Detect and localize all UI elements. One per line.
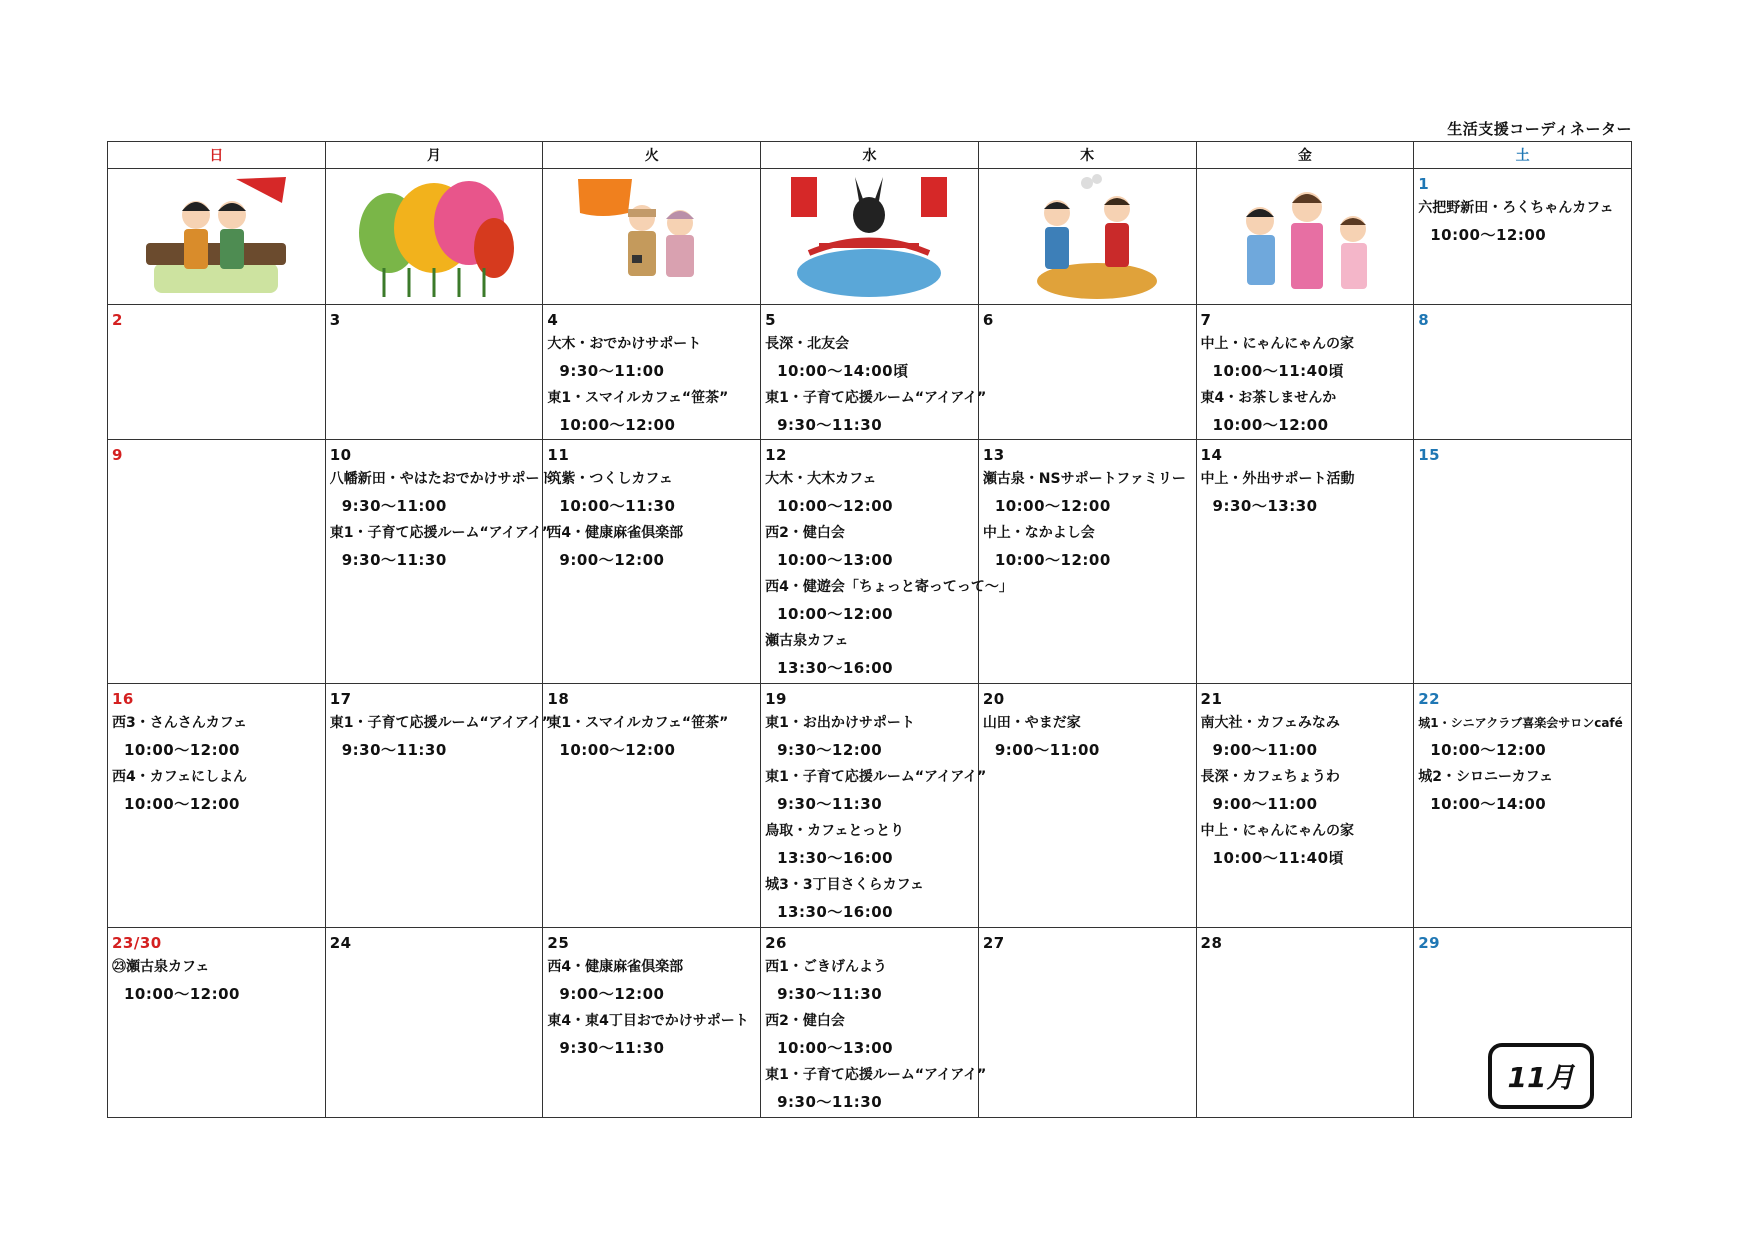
event-time: 9:30〜11:30 [777, 1093, 883, 1111]
day-number: 12 [765, 446, 787, 464]
day-number: 13 [982, 446, 1005, 464]
event-name: 西2・健白会 [765, 1013, 845, 1029]
event-item [1197, 710, 1414, 764]
event-item [761, 574, 1013, 628]
event-time: 9:00〜12:00 [559, 985, 665, 1003]
day-number: 23/30 [112, 934, 162, 952]
event-time: 10:00〜11:40頃 [1212, 362, 1345, 380]
event-item [979, 710, 1196, 764]
weekday-header-row [108, 142, 1632, 169]
event-name: 中上・にゃんにゃんの家 [1200, 823, 1354, 839]
event-time: 10:00〜12:00 [777, 497, 894, 515]
event-item [326, 466, 554, 520]
day-cell [761, 305, 987, 440]
day-number: 9 [112, 446, 123, 464]
day-cell [1196, 440, 1414, 684]
event-item [761, 954, 978, 1008]
day-cell [978, 305, 1196, 440]
event-name: 大木・大木カフェ [765, 471, 877, 487]
event-name: ㉓瀬古泉カフェ [112, 959, 210, 975]
day-cell [325, 928, 543, 1118]
event-name: 東4・東4丁目おでかけサポート [547, 1013, 749, 1029]
event-time: 10:00〜11:30 [559, 497, 676, 515]
week-row [108, 305, 1632, 440]
day-number: 27 [982, 934, 1005, 952]
event-name: 西4・健康麻雀倶楽部 [547, 525, 684, 541]
event-name: 中上・外出サポート活動 [1200, 471, 1355, 487]
event-name: 東1・子育て応援ルーム“アイアイ” [765, 1067, 987, 1083]
event-item [761, 628, 978, 682]
event-time: 9:30〜11:30 [777, 985, 883, 1003]
day-number: 2 [112, 311, 123, 329]
day-cell [325, 440, 554, 684]
shichigosan-family-icon [1197, 169, 1414, 304]
event-name: 筑紫・つくしカフェ [547, 471, 673, 487]
event-name: 中上・にゃんにゃんの家 [1200, 336, 1354, 352]
day-number: 6 [982, 311, 994, 329]
day-number: 10 [329, 446, 352, 464]
week-row [108, 928, 1632, 1118]
event-name: 西1・ごきげんよう [765, 959, 887, 975]
event-name: 瀬古泉・NSサポートファミリー [982, 471, 1186, 487]
day-number: 29 [1418, 934, 1441, 952]
event-name: 長深・北友会 [765, 336, 850, 352]
day-cell [1414, 169, 1632, 305]
day-number: 15 [1418, 446, 1441, 464]
event-name: 東1・スマイルカフェ“笹茶” [547, 715, 729, 731]
event-name: 西4・カフェにしよん [112, 769, 248, 785]
day-cell [543, 684, 761, 928]
event-time: 9:30〜11:30 [777, 795, 883, 813]
event-time: 9:30〜12:00 [777, 741, 883, 759]
event-time: 10:00〜12:00 [124, 741, 240, 759]
day-cell [325, 684, 551, 928]
week-row [108, 169, 1632, 305]
day-number: 5 [765, 311, 777, 329]
event-time: 9:00〜12:00 [559, 551, 665, 569]
day-number: 11 [547, 446, 570, 464]
event-item [108, 954, 325, 1008]
event-name: 城3・3丁目さくらカフェ [765, 877, 924, 893]
event-time: 10:00〜12:00 [777, 605, 894, 623]
week-row [108, 440, 1632, 684]
day-cell [1196, 684, 1414, 928]
event-item [543, 385, 760, 439]
weekday-mon: 月 [325, 142, 543, 169]
day-number: 18 [547, 690, 570, 708]
event-name: 中上・なかよし会 [982, 525, 1095, 541]
event-time: 10:00〜13:00 [777, 551, 894, 569]
event-time: 13:30〜16:00 [777, 903, 894, 921]
event-name: 瀬古泉カフェ [765, 633, 849, 649]
event-item [761, 818, 978, 872]
event-time: 13:30〜16:00 [777, 659, 894, 677]
event-time: 10:00〜13:00 [777, 1039, 894, 1057]
day-cell [1196, 169, 1414, 305]
day-number: 7 [1200, 311, 1212, 329]
fallen-leaves-bonfire-icon [979, 169, 1196, 304]
event-item [761, 1062, 987, 1116]
event-time: 10:00〜12:00 [994, 497, 1111, 515]
event-name: 東1・子育て応援ルーム“アイアイ” [329, 525, 551, 541]
day-number: 17 [329, 690, 352, 708]
day-cell [543, 440, 761, 684]
day-cell [761, 440, 1013, 684]
autumn-foliage-trees-icon [326, 169, 543, 304]
event-name: 六把野新田・ろくちゃんカフェ [1418, 200, 1614, 216]
event-item [1197, 331, 1414, 385]
event-time: 9:30〜11:30 [341, 741, 447, 759]
event-time: 10:00〜14:00頃 [777, 362, 909, 380]
event-time: 9:30〜13:30 [1212, 497, 1318, 515]
event-time: 9:30〜11:30 [559, 1039, 665, 1057]
day-number: 20 [982, 690, 1005, 708]
day-cell [978, 169, 1196, 305]
day-cell [1414, 440, 1632, 684]
day-number: 14 [1200, 446, 1223, 464]
event-time: 9:30〜11:30 [341, 551, 447, 569]
event-item [326, 710, 551, 764]
weekday-sun: 日 [108, 142, 326, 169]
event-item [543, 466, 760, 520]
event-time: 10:00〜14:00 [1430, 795, 1547, 813]
event-time: 9:00〜11:00 [1212, 741, 1318, 759]
day-number: 26 [765, 934, 787, 952]
day-cell [761, 928, 987, 1118]
event-item [979, 520, 1196, 574]
event-item [761, 1008, 978, 1062]
event-time: 9:30〜11:00 [559, 362, 665, 380]
day-number: 16 [112, 690, 134, 708]
event-item [108, 710, 325, 764]
event-name: 城2・シロニーカフェ [1418, 769, 1553, 785]
event-item [1197, 764, 1414, 818]
event-item [543, 331, 760, 385]
event-time: 10:00〜12:00 [559, 741, 676, 759]
day-number: 24 [329, 934, 352, 952]
weekday-tue: 火 [543, 142, 761, 169]
event-name: 東4・お茶しませんか [1200, 390, 1337, 406]
event-item [761, 520, 978, 574]
event-item [543, 1008, 760, 1062]
event-name: 西2・健白会 [765, 525, 845, 541]
day-cell [761, 684, 987, 928]
day-cell [1196, 305, 1414, 440]
event-item [1197, 466, 1414, 520]
event-name: 東1・子育て応援ルーム“アイアイ” [765, 390, 987, 406]
day-cell [978, 684, 1196, 928]
day-cell [543, 928, 761, 1118]
event-name: 西3・さんさんカフェ [112, 715, 248, 731]
day-cell [108, 928, 326, 1118]
day-number: 4 [547, 311, 559, 329]
elderly-couple-sightseeing-icon [543, 169, 760, 304]
day-cell [1414, 684, 1632, 928]
month-badge: 11月 [1488, 1043, 1594, 1109]
event-time: 9:00〜11:00 [1212, 795, 1318, 813]
calendar-table [107, 141, 1632, 1118]
event-name: 南大社・カフェみなみ [1200, 715, 1340, 731]
event-item [326, 520, 551, 574]
event-item [543, 710, 760, 764]
header-note: 生活支援コーディネーター [1447, 120, 1632, 138]
weekday-thu: 木 [978, 142, 1196, 169]
event-time: 10:00〜12:00 [994, 551, 1111, 569]
event-item [979, 466, 1196, 520]
day-number: 3 [329, 311, 341, 329]
day-cell [978, 440, 1196, 684]
day-cell [108, 440, 326, 684]
event-item [543, 954, 760, 1008]
day-cell [1196, 928, 1414, 1118]
event-time: 10:00〜12:00 [1212, 416, 1329, 434]
event-item [761, 710, 978, 764]
autumn-couple-kimono-icon [108, 169, 325, 304]
event-item [761, 385, 987, 439]
event-item [1197, 385, 1414, 439]
event-name: 東1・子育て応援ルーム“アイアイ” [765, 769, 987, 785]
day-cell [325, 305, 543, 440]
event-name: 山田・やまだ家 [982, 715, 1081, 731]
weekday-sat: 土 [1414, 142, 1632, 169]
event-time: 13:30〜16:00 [777, 849, 894, 867]
day-cell [543, 305, 761, 440]
event-name: 東1・スマイルカフェ“笹茶” [547, 390, 729, 406]
day-number: 21 [1200, 690, 1223, 708]
event-name: 西4・健康麻雀倶楽部 [547, 959, 684, 975]
event-item [1197, 818, 1414, 872]
weekday-fri: 金 [1196, 142, 1414, 169]
day-cell [108, 684, 326, 928]
day-number: 28 [1200, 934, 1223, 952]
weekday-wed: 水 [761, 142, 979, 169]
event-time: 9:30〜11:00 [341, 497, 447, 515]
event-time: 10:00〜11:40頃 [1212, 849, 1345, 867]
event-item [1414, 195, 1631, 249]
day-cell [325, 169, 543, 305]
event-name: 城1・シニアクラブ喜楽会サロンcafé [1418, 716, 1623, 730]
event-item [108, 764, 325, 818]
day-number: 25 [547, 934, 570, 952]
event-item [761, 764, 987, 818]
event-name: 鳥取・カフェとっとり [765, 823, 905, 839]
event-time: 10:00〜12:00 [124, 795, 240, 813]
day-cell [1414, 305, 1632, 440]
event-item [761, 331, 978, 385]
day-number: 8 [1418, 311, 1430, 329]
event-time: 10:00〜12:00 [1430, 226, 1547, 244]
event-item [761, 466, 978, 520]
event-time: 9:00〜11:00 [994, 741, 1100, 759]
day-cell [761, 169, 979, 305]
event-name: 東1・お出かけサポート [765, 715, 915, 731]
rabbit-on-bridge-icon [761, 169, 978, 304]
event-name: 八幡新田・やはたおでかけサポート [329, 471, 554, 487]
day-cell [978, 928, 1196, 1118]
event-item [761, 872, 978, 926]
event-item [1414, 764, 1631, 818]
event-item [543, 520, 760, 574]
day-number: 19 [765, 690, 787, 708]
day-number: 1 [1418, 175, 1430, 193]
event-name: 西4・健遊会「ちょっと寄ってって〜」 [765, 579, 1013, 595]
event-time: 10:00〜12:00 [1430, 741, 1547, 759]
day-number: 22 [1418, 690, 1441, 708]
event-name: 東1・子育て応援ルーム“アイアイ” [329, 715, 551, 731]
day-cell [108, 305, 326, 440]
day-cell [108, 169, 326, 305]
day-cell [543, 169, 761, 305]
event-time: 10:00〜12:00 [124, 985, 240, 1003]
event-name: 長深・カフェちょうわ [1200, 769, 1340, 785]
event-name: 大木・おでかけサポート [547, 336, 702, 352]
event-item [1414, 710, 1631, 764]
week-row [108, 684, 1632, 928]
event-time: 9:30〜11:30 [777, 416, 883, 434]
event-time: 10:00〜12:00 [559, 416, 676, 434]
